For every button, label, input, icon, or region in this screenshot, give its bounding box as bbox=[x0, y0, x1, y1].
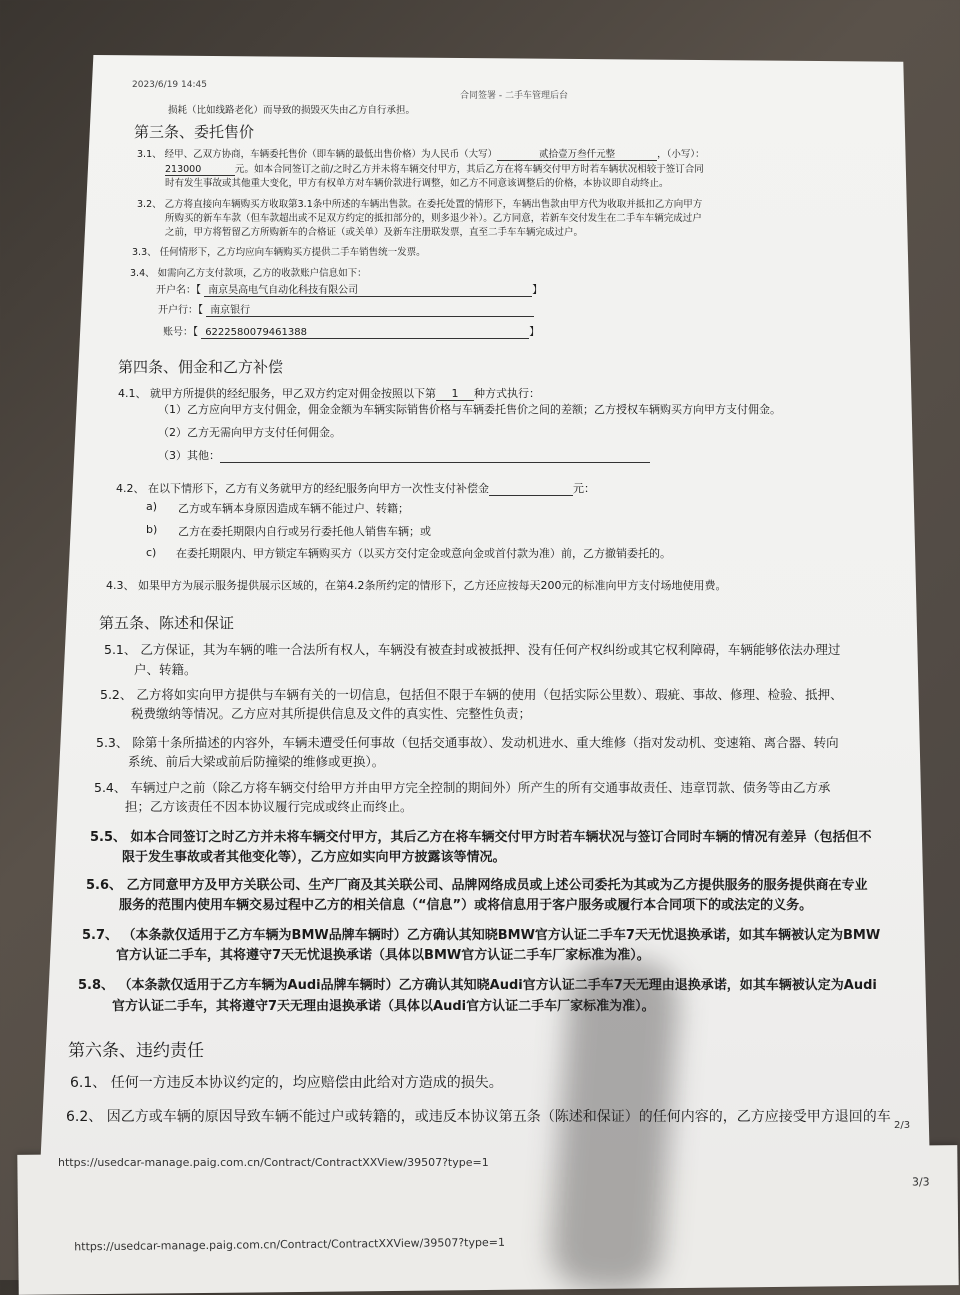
carry-line: 损耗（比如线路老化）而导致的损毁灭失由乙方自行承担。 bbox=[168, 105, 416, 116]
clause-5-4: 5.4、 车辆过户之前（除乙方将车辆交付给甲方并由甲方完全控制的期间外）所产生的所有交通事故责任、违章罚款、债务等由乙方承 bbox=[94, 780, 831, 795]
clause-5-7: 5.7、 （本条款仅适用于乙方车辆为BMW品牌车辆时）乙方确认其知晓BMW官方认证二手车7天无忧退换承诺，如其车辆被认定为BMW bbox=[82, 928, 881, 943]
clause-3-2-line3: 之前，甲方将暂留乙方所购新车的合格证（或关单）及新车注册联发票，直至二手车车辆完成过户。 bbox=[165, 227, 584, 238]
clause-4-2-b-key: b) bbox=[146, 523, 158, 536]
price-in-figures: 213000 bbox=[165, 164, 235, 176]
clause-5-8: 5.8、 （本条款仅适用于乙方车辆为Audi品牌车辆时）乙方确认其知晓Audi官方认证二手车7天无理由退换承诺，如其车辆被认定为Audi bbox=[78, 978, 877, 993]
clause-4-1 bbox=[118, 385, 540, 401]
clause-4-3: 4.3、 如果甲方为展示服务提供展示区域的，在第4.2条所约定的情形下，乙方还应按每天200元的标准向甲方支付场地使用费。 bbox=[106, 579, 727, 592]
bank-label: 开户行： bbox=[158, 305, 198, 316]
clause-4-1-option-2: （2）乙方无需向甲方支付任何佣金。 bbox=[158, 426, 341, 439]
page-number: 2/3 bbox=[894, 1120, 911, 1131]
clause-4-1-option-3 bbox=[158, 447, 650, 463]
clause-6-2: 6.2、 因乙方或车辆的原因导致车辆不能过户或转籍的，或违反本协议第五条（陈述和保证）的任何内容的，乙方应接受甲方退回的车 bbox=[66, 1109, 891, 1125]
account-number-row: 账号：【 6222580079461388 】 bbox=[163, 327, 540, 338]
clause-5-4-line2: 担；乙方该责任不因本协议履行完成或终止而终止。 bbox=[125, 799, 413, 814]
clause-5-5-line2: 限于发生事故或者其他变化等），乙方应如实向甲方披露该等情况。 bbox=[122, 850, 506, 865]
clause-6-1: 6.1、 任何一方违反本协议约定的，均应赔偿由此给对方造成的损失。 bbox=[70, 1075, 503, 1091]
clause-5-6: 5.6、 乙方同意甲方及甲方关联公司、生产厂商及其关联公司、品牌网络成员或上述公司委托为其或为乙方提供服务的服务提供商在专业 bbox=[86, 878, 868, 893]
clause-3-4: 3.4、 如需向乙方支付款项，乙方的收款账户信息如下： bbox=[130, 268, 367, 279]
clause-5-5: 5.5、 如本合同签订之时乙方并未将车辆交付甲方，其后乙方在将车辆交付甲方时若车辆状况与签订合同时车辆的情况有差异（包括但不 bbox=[90, 830, 872, 845]
clause-4-2-c: 在委托期限内、甲方锁定车辆购买方（以买方交付定金或意向金或首付款为准）前，乙方撤销委托的。 bbox=[176, 547, 671, 560]
clause-5-1-line2: 户、转籍。 bbox=[134, 662, 197, 677]
clause-3-1-tail: ，（小写）： bbox=[657, 149, 705, 160]
account-name-label: 开户名： bbox=[156, 285, 196, 296]
clause-4-1-option-3-label: （3）其他： bbox=[158, 449, 220, 462]
hand-shadow bbox=[549, 957, 682, 1294]
clause-3-3: 3.3、 任何情形下，乙方均应向车辆购买方提供二手车销售统一发票。 bbox=[132, 247, 426, 258]
account-number-label: 账号： bbox=[163, 327, 193, 338]
clause-3-1-line3: 时有发生事故或其他重大变化，甲方有权单方对车辆价款进行调整，如乙方不同意该调整后的价格，本协议即自动终止。 bbox=[165, 178, 669, 189]
clause-5-3: 5.3、 除第十条所描述的内容外，车辆未遭受任何事故（包括交通事故）、发动机进水、重大维修（指对发动机、变速箱、离合器、转向 bbox=[96, 735, 839, 750]
account-name-value: 南京昊高电气自动化科技有限公司 bbox=[204, 281, 532, 297]
clause-3-1 bbox=[137, 146, 705, 161]
clause-4-2-b: 乙方在委托期限内自行或另行委托他人销售车辆；或 bbox=[178, 525, 431, 538]
commission-option: 1 bbox=[436, 387, 474, 401]
account-name-row: 开户名：【 南京昊高电气自动化科技有限公司 】 bbox=[156, 281, 542, 297]
clause-4-1-option-1: （1）乙方应向甲方支付佣金，佣金金额为车辆实际销售价格与车辆委托售价之间的差额；乙方授权车辆购买方向甲方支付佣金。 bbox=[158, 403, 781, 416]
clause-3-1-text: 3.1、 经甲、乙双方协商，车辆委托售价（即车辆的最低出售价格）为人民币（大写） bbox=[137, 149, 498, 160]
section-6-title: 第六条、违约责任 bbox=[68, 1041, 204, 1061]
account-number-value: 6222580079461388 bbox=[201, 327, 529, 339]
section-4-title: 第四条、佣金和乙方补偿 bbox=[118, 358, 284, 376]
clause-5-2: 5.2、 乙方将如实向甲方提供与车辆有关的一切信息，包括但不限于车辆的使用（包括实际公里数）、瑕疵、事故、修理、检验、抵押、 bbox=[100, 687, 843, 702]
clause-3-2: 3.2、 乙方将直接向车辆购买方收取第3.1条中所述的车辆出售款。在委托处置的情形下，车辆出售款由甲方代为收取并抵扣乙方向甲方 bbox=[137, 199, 703, 210]
print-title: 合同签署 - 二手车管理后台 bbox=[460, 91, 568, 101]
clause-3-1-line2 bbox=[165, 161, 704, 176]
bank-value: 南京银行 bbox=[206, 301, 534, 317]
print-datetime: 2023/6/19 14:45 bbox=[132, 80, 207, 90]
clause-4-2-text: 4.2、 在以下情形下，乙方有义务就甲方的经纪服务向甲方一次性支付补偿金 bbox=[116, 482, 489, 495]
clause-4-1-tail: 种方式执行： bbox=[474, 387, 540, 400]
clause-4-2-c-key: c) bbox=[146, 546, 157, 559]
section-5-title: 第五条、陈述和保证 bbox=[99, 614, 235, 632]
clause-5-3-line2: 系统、前后大梁或前后防撞梁的维修或更换）。 bbox=[128, 754, 385, 769]
clause-5-7-line2: 官方认证二手车，其将遵守7天无忧退换承诺（具体以BMW官方认证二手车厂家标准为准）。 bbox=[116, 948, 650, 963]
clause-4-2-a-key: a) bbox=[146, 500, 158, 513]
clause-5-2-line2: 税费缴纳等情况。乙方应对其所提供信息及文件的真实性、完整性负责； bbox=[131, 706, 532, 721]
under-page-number: 3/3 bbox=[911, 1175, 930, 1189]
section-3-title: 第三条、委托售价 bbox=[134, 123, 255, 141]
clause-5-8-line2: 官方认证二手车，其将遵守7天无理由退换承诺（具体以Audi官方认证二手车厂家标准为准）。 bbox=[112, 999, 655, 1014]
clause-3-2-line2: 所购买的新车车款（但车款超出或不足双方约定的抵扣部分的，则多退少补）。乙方同意，若新车交付发生在二手车车辆完成过户 bbox=[165, 213, 702, 224]
clause-4-1-text: 4.1、 就甲方所提供的经纪服务，甲乙双方约定对佣金按照以下第 bbox=[118, 387, 436, 400]
clause-5-1: 5.1、 乙方保证，其为车辆的唯一合法所有权人，车辆没有被查封或被抵押、没有任何产权纠纷或其它权利障碍，车辆能够依法办理过 bbox=[104, 642, 841, 657]
clause-3-1-line2-text: 元。如本合同签订之前/之时乙方并未将车辆交付甲方，其后乙方在将车辆交付甲方时若车辆状况相较于签订合同 bbox=[235, 164, 704, 175]
bank-row: 开户行：【 南京银行 bbox=[158, 301, 534, 317]
clause-4-2 bbox=[116, 480, 595, 496]
clause-5-6-line2: 服务的范围内使用车辆交易过程中乙方的相关信息（“信息”）或将信息用于客户服务或履行本合同项下的或法定的义务。 bbox=[119, 898, 813, 913]
clause-4-2-a: 乙方或车辆本身原因造成车辆不能过户、转籍； bbox=[178, 502, 409, 515]
price-in-words: 贰拾壹万叁仟元整 bbox=[497, 146, 657, 161]
under-page-url: https://usedcar-manage.paig.com.cn/Contract/ContractXXView/39507?type=1 bbox=[74, 1235, 506, 1254]
clause-4-2-tail: 元： bbox=[573, 482, 595, 495]
page-url: https://usedcar-manage.paig.com.cn/Contract/ContractXXView/39507?type=1 bbox=[58, 1156, 489, 1169]
